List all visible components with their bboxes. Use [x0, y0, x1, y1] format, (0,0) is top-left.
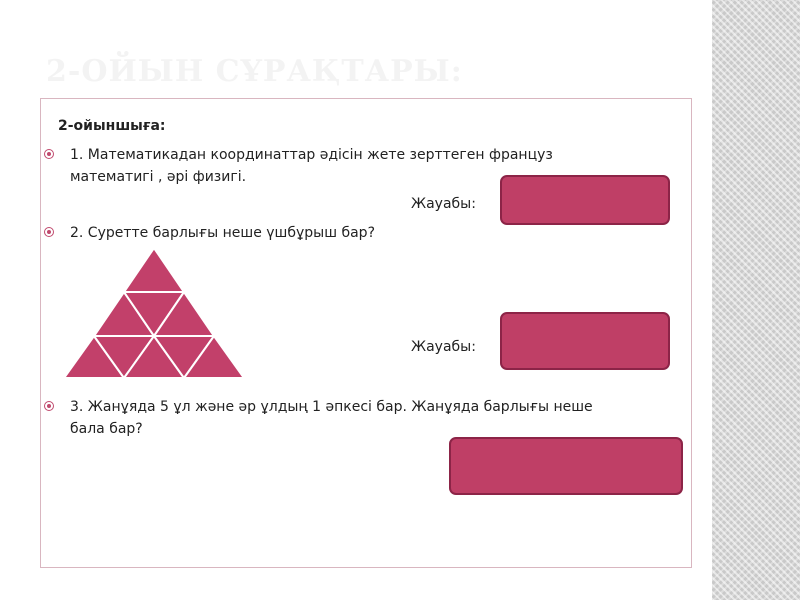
question-3-text — [70, 396, 593, 440]
slide-title: 2-ОЙЫН СҰРАҚТАРЫ: — [46, 54, 463, 89]
answer-box-2[interactable] — [500, 312, 670, 370]
question-2-text: 2. Суретте барлығы неше үшбұрыш бар? — [70, 225, 375, 241]
question-1-line-2: математигі , әрі физигі. — [70, 169, 247, 185]
question-3 — [44, 396, 684, 440]
bullet-icon — [44, 227, 54, 237]
question-2 — [44, 222, 664, 244]
question-3-line-1: 3. Жанұяда 5 ұл және әр ұлдың 1 әпкесі бар. Жанұяда барлығы неше — [70, 399, 593, 415]
answer-label-2: Жауабы: — [411, 339, 476, 355]
bullet-icon — [44, 149, 54, 159]
question-3-line-2: бала бар? — [70, 421, 143, 437]
triangle-piece — [124, 248, 184, 292]
question-1-line-1: 1. Математикадан координаттар әдісін жете зерттеген француз — [70, 147, 553, 163]
triangle-figure — [64, 246, 246, 380]
player-label: 2-ойыншыға: — [58, 118, 166, 134]
answer-box-1[interactable] — [500, 175, 670, 225]
answer-box-3[interactable] — [449, 437, 683, 495]
question-1-text — [70, 144, 553, 188]
decorative-stripe — [712, 0, 800, 600]
answer-label-1: Жауабы: — [411, 196, 476, 212]
bullet-icon — [44, 401, 54, 411]
